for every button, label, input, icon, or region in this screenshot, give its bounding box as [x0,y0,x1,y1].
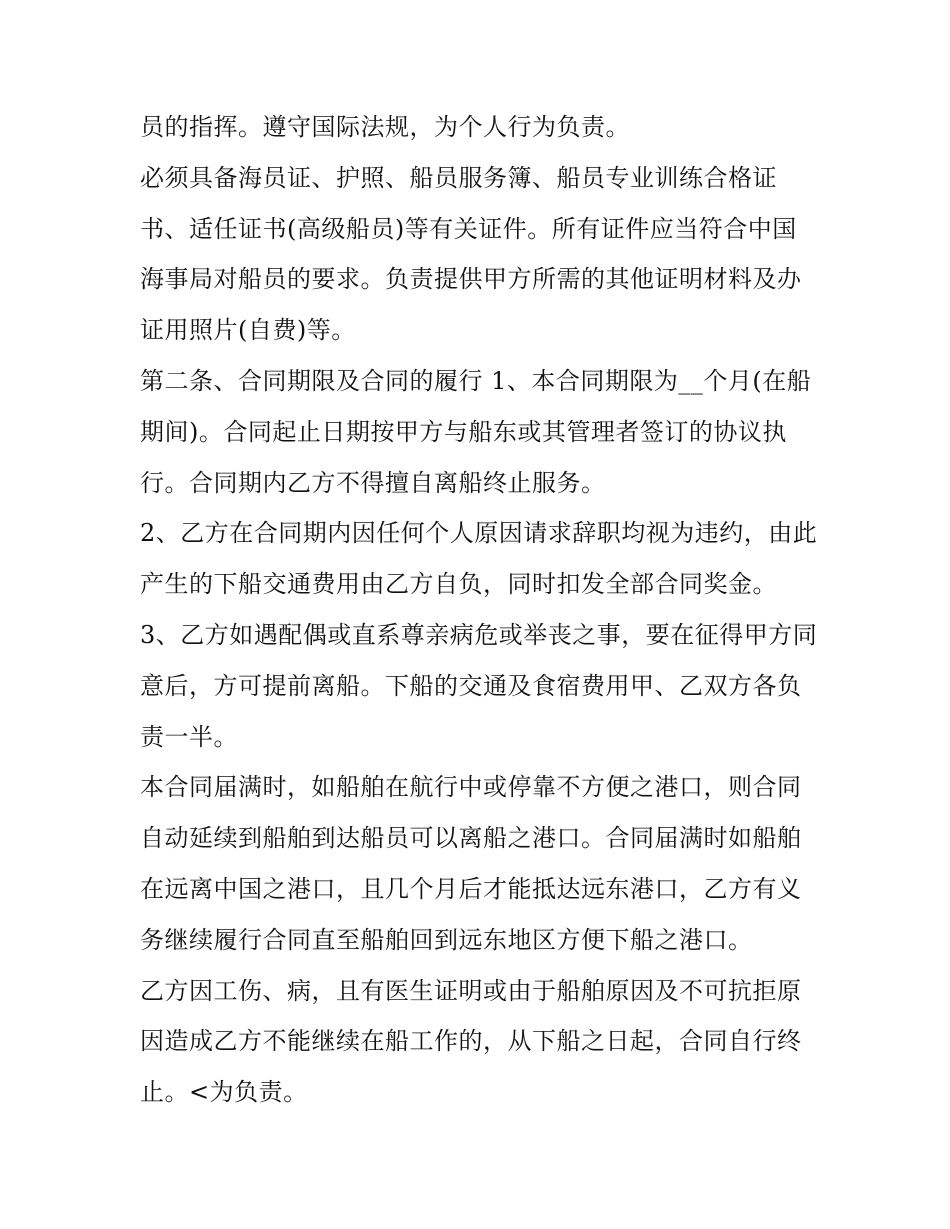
document-body [140,102,820,1118]
paragraph-6: 本合同届满时，如船舶在航行中或停靠不方便之港口，则合同自动延续到船舶到达船员可以离船之港口。合同届满时如船舶在远离中国之港口，且几个月后才能抵达远东港口，乙方有义务继续履行合同直至船舶回到远东地区方便下船之港口。 [140,773,802,954]
paragraph-7: 乙方因工伤、病，且有医生证明或由于船舶原因及不可抗拒原因造成乙方不能继续在船工作的，从下船之日起，合同自行终止。<为负责。 [140,976,802,1107]
paragraph-4: 2、乙方在合同期内因任何个人原因请求辞职均视为违约，由此产生的下船交通费用由乙方自负，同时扣发全部合同奖金。 [140,519,818,599]
paragraph-2: 必须具备海员证、护照、船员服务簿、船员专业训练合格证书、适任证书(高级船员)等有关证件。所有证件应当符合中国海事局对船员的要求。负责提供甲方所需的其他证明材料及办证用照片(自费)等。 [140,163,802,345]
paragraph-3: 第二条、合同期限及合同的履行 1、本合同期限为__个月(在船期间)。合同起止日期按甲方与船东或其管理者签订的协议执行。合同期内乙方不得擅自离船终止服务。 [140,366,812,497]
paragraph-5: 3、乙方如遇配偶或直系尊亲病危或举丧之事，要在征得甲方同意后，方可提前离船。下船的交通及食宿费用甲、乙双方各负责一半。 [140,620,818,751]
paragraph-1: 员的指挥。遵守国际法规，为个人行为负责。 [140,113,630,141]
